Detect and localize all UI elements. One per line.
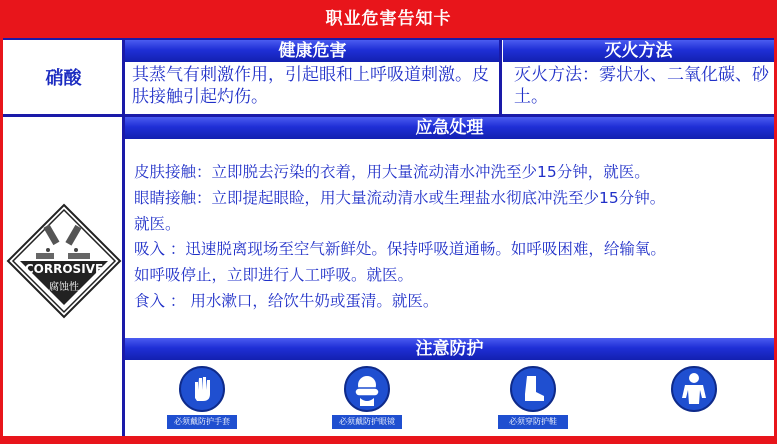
grid-line	[3, 38, 774, 40]
chemical-name: 硝酸	[45, 68, 82, 89]
emergency-line: 就医。	[134, 215, 181, 233]
corrosive-label-cn: 腐蚀性	[49, 282, 79, 293]
fire-method-header: 灭火方法	[503, 40, 774, 62]
protection-header: 注意防护	[125, 338, 774, 360]
emergency-line: 皮肤接触：立即脱去污染的衣着，用大量流动清水冲洗至少15分钟，就医。	[134, 163, 650, 181]
health-hazard-header: 健康危害	[125, 40, 500, 62]
protective-suit-icon	[671, 366, 717, 412]
ppe-item-suit	[659, 366, 729, 412]
emergency-line: 如呼吸停止，立即进行人工呼吸。就医。	[134, 266, 414, 284]
emergency-header: 应急处理	[125, 117, 774, 139]
ppe-label: 必须戴防护手套	[167, 415, 237, 429]
health-hazard-text: 其蒸气有刺激作用，引起眼和上呼吸道刺激。皮肤接触引起灼伤。	[132, 65, 489, 107]
emergency-line: 吸入 ：迅速脱离现场至空气新鲜处。保持呼吸道通畅。如呼吸困难，给输氧。	[134, 240, 666, 258]
boots-icon	[510, 366, 556, 412]
ppe-item-gloves	[167, 366, 237, 429]
card-title: 职业危害告知卡	[0, 0, 777, 38]
grid-line	[499, 38, 502, 116]
goggles-icon	[344, 366, 390, 412]
grid-line	[122, 38, 125, 436]
corrosive-label-en: CORROSIVE	[24, 262, 104, 276]
ppe-label: 必须穿防护鞋	[498, 415, 568, 429]
ppe-item-boots	[498, 366, 568, 429]
bottom-border	[0, 436, 777, 444]
emergency-line: 食入 ： 用水漱口，给饮牛奶或蛋清。就医。	[134, 292, 439, 310]
gloves-icon	[179, 366, 225, 412]
emergency-line: 眼睛接触：立即提起眼睑，用大量流动清水或生理盐水彻底冲洗至少15分钟。	[134, 189, 666, 207]
fire-method-text: 灭火方法：雾状水、二氧化碳、砂土。	[514, 65, 769, 107]
ppe-label: 必须戴防护眼镜	[332, 415, 402, 429]
ppe-item-goggles	[332, 366, 402, 429]
corrosive-sign	[6, 203, 122, 319]
corrosive-diamond-icon	[6, 203, 122, 319]
